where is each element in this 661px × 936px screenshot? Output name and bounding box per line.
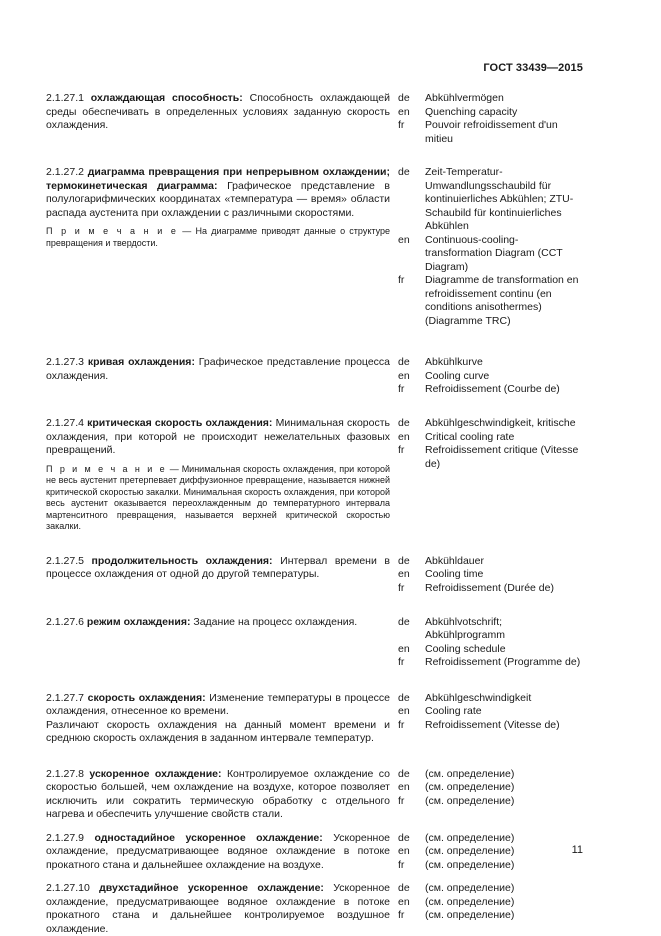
translation-row: [398, 582, 583, 596]
translation-row: [398, 643, 583, 657]
definition-paragraph: [46, 555, 390, 582]
definition-paragraph: [46, 616, 390, 630]
term-number: 2.1.27.2: [46, 166, 84, 178]
translated-term: Refroidissement (Programme de): [425, 656, 581, 668]
definition-paragraph: [46, 882, 390, 936]
translated-term: (см. определение): [425, 781, 515, 793]
translations: [398, 832, 583, 873]
translated-term: Abkühlgeschwindigkeit, kritische: [425, 417, 576, 429]
definition-paragraph: [46, 166, 390, 220]
translation-row: [398, 909, 583, 923]
translation-row: [398, 845, 583, 859]
translated-term: (см. определение): [425, 909, 515, 921]
translation-row: [398, 166, 583, 234]
language-code: en: [398, 642, 410, 655]
term-entry: [46, 417, 583, 533]
term-definition-block: [46, 356, 390, 397]
term-definition-block: [46, 692, 390, 746]
translated-term: Zeit-Temperatur-Umwandlungsschaubild für kontinuierliches Abkühlen; ZTU-Schaubild für kontinuierliches Abkühlen: [425, 166, 574, 232]
term-number: 2.1.27.3: [46, 356, 84, 368]
language-code: en: [398, 845, 410, 857]
definition-paragraph: [46, 92, 390, 133]
term-name: ускоренное охлаждение:: [89, 767, 222, 780]
translation-row: [398, 616, 583, 643]
term-entry: [46, 616, 583, 670]
translation-row: [398, 431, 583, 445]
term-definition: Ускоренное охлаждение, предусматривающее водяное охлаждение в потоке прокатного стана и дальнейшее контролируемое воздушное охлаждение.: [46, 882, 391, 935]
term-note: [46, 226, 390, 249]
language-code: de: [398, 356, 410, 368]
term-definition: Изменение температуры в процессе охлаждения, отнесенное ко времени.: [46, 691, 390, 717]
language-code: fr: [398, 858, 405, 871]
term-entry: [46, 882, 583, 936]
term-definition: Способность охлаждающей среды обеспечивать в определенных условиях заданную скорость охлаждения.: [46, 92, 390, 131]
translations: [398, 356, 583, 397]
term-entry: [46, 692, 583, 746]
term-definition-block: [46, 555, 390, 596]
language-code: de: [398, 882, 410, 894]
term-number: 2.1.27.4: [46, 417, 84, 429]
term-definition-block: [46, 417, 390, 533]
translation-row: [398, 444, 583, 471]
standard-header: ГОСТ 33439—2015: [483, 62, 583, 74]
translations: [398, 417, 583, 471]
term-number: 2.1.27.9: [46, 831, 84, 844]
translated-term: Quenching capacity: [425, 105, 518, 118]
translation-row: [398, 106, 583, 120]
language-code: en: [398, 430, 410, 443]
language-code: en: [398, 233, 410, 246]
language-code: fr: [398, 444, 405, 456]
translated-term: (см. определение): [425, 858, 515, 871]
language-code: de: [398, 831, 410, 844]
note-label: П р и м е ч а н и е: [46, 463, 167, 474]
translated-term: Pouvoir refroidissement d'un mitieu: [425, 119, 558, 145]
translated-term: (см. определение): [425, 794, 515, 807]
translation-row: [398, 274, 583, 328]
translation-row: [398, 719, 583, 733]
language-code: fr: [398, 581, 405, 594]
translations: [398, 692, 583, 733]
translation-row: [398, 370, 583, 384]
language-code: fr: [398, 656, 405, 668]
term-definition-block: [46, 882, 390, 936]
term-definition: Контролируемое охлаждение со скоростью большей, чем охлаждение на воздухе, которое позволяет исключить или сократить термическую обработку с отдельного нагрева и обеспечить улучшение свойств стали.: [46, 767, 391, 820]
translated-term: Diagramme de transformation en refroidissement continu (en conditions anisothermes) (Diagramme TRC): [425, 274, 579, 327]
term-definition: Графическое представление в полулогарифмических координатах «температура — время» области распада аустенита при охлаждении с различными скоростями.: [46, 179, 390, 219]
language-code: fr: [398, 794, 405, 807]
term-number: 2.1.27.1: [46, 92, 84, 104]
translation-row: [398, 92, 583, 106]
term-definition: Интервал времени в процессе охлаждения от одной до другой температуры.: [46, 554, 390, 580]
language-code: en: [398, 105, 410, 118]
language-code: en: [398, 568, 410, 580]
translation-row: [398, 656, 583, 670]
term-definition: Задание на процесс охлаждения.: [193, 615, 358, 628]
translated-term: Abkühlkurve: [425, 356, 483, 368]
term-definition-block: [46, 768, 390, 822]
language-code: fr: [398, 119, 405, 131]
translated-term: Abkühlvotschrift; Abkühlprogramm: [425, 615, 505, 641]
language-code: fr: [398, 909, 405, 921]
translation-row: [398, 568, 583, 582]
translations: [398, 616, 583, 670]
definition-paragraph: [46, 417, 390, 458]
translation-row: [398, 692, 583, 706]
definition-extra: Различают скорость охлаждения на данный момент времени и среднюю скорость охлаждения в заданном интервале температур.: [46, 718, 390, 744]
term-definition-block: [46, 166, 390, 328]
translation-row: [398, 383, 583, 397]
term-name: кривая охлаждения:: [87, 356, 195, 368]
language-code: de: [398, 767, 410, 780]
translations: [398, 92, 583, 146]
language-code: fr: [398, 718, 405, 731]
term-name: критическая скорость охлаждения:: [87, 417, 273, 429]
translation-row: [398, 417, 583, 431]
language-code: de: [398, 554, 410, 567]
language-code: de: [398, 92, 410, 104]
term-name: двухстадийное ускоренное охлаждение:: [99, 882, 324, 894]
term-entry: [46, 832, 583, 873]
translated-term: (см. определение): [425, 845, 515, 857]
term-name: продолжительность охлаждения:: [91, 554, 273, 567]
page-number: 11: [571, 844, 583, 856]
language-code: fr: [398, 274, 405, 286]
term-number: 2.1.27.8: [46, 767, 84, 780]
translation-row: [398, 781, 583, 795]
note-text: — На диаграмме приводят данные о структуре превращения и твердости.: [46, 226, 390, 248]
translated-term: Refroidissement critique (Vitesse de): [425, 444, 579, 470]
term-definition: Минимальная скорость охлаждения, при которой не происходит нежелательных фазовых превращений.: [46, 417, 391, 456]
language-code: de: [398, 691, 410, 704]
definition-paragraph: [46, 832, 390, 873]
note-label: П р и м е ч а н и е: [46, 226, 179, 236]
definition-paragraph: [46, 356, 390, 383]
translation-row: [398, 882, 583, 896]
language-code: en: [398, 369, 410, 382]
translated-term: Abkühlgeschwindigkeit: [425, 691, 532, 704]
term-entry: [46, 356, 583, 397]
term-number: 2.1.27.6: [46, 615, 84, 628]
translated-term: (см. определение): [425, 882, 515, 894]
term-entry: [46, 166, 583, 328]
language-code: en: [398, 705, 410, 717]
term-entry: [46, 92, 583, 146]
term-definition: Ускоренное охлаждение, предусматривающее водяное охлаждение в потоке прокатного стана и дальнейшее охлаждение на воздухе.: [46, 831, 391, 871]
language-code: en: [398, 781, 410, 793]
translations: [398, 882, 583, 923]
language-code: en: [398, 895, 410, 908]
term-number: 2.1.27.5: [46, 554, 84, 567]
translated-term: Abkühlvermögen: [425, 92, 504, 104]
language-code: fr: [398, 383, 405, 395]
term-entry: [46, 768, 583, 822]
term-name: режим охлаждения:: [86, 615, 191, 628]
translation-row: [398, 119, 583, 146]
translated-term: (см. определение): [425, 767, 515, 780]
translated-term: (см. определение): [425, 831, 515, 844]
term-definition-block: [46, 92, 390, 146]
language-code: de: [398, 615, 410, 628]
translated-term: Refroidissement (Durée de): [425, 581, 554, 594]
term-entries: [46, 92, 583, 936]
translated-term: Cooling schedule: [425, 642, 506, 655]
translations: [398, 768, 583, 809]
term-name: охлаждающая способность:: [90, 92, 243, 104]
term-entry: [46, 555, 583, 596]
term-name: скорость охлаждения:: [87, 691, 206, 704]
translation-row: [398, 859, 583, 873]
translations: [398, 166, 583, 328]
term-definition: Графическое представление процесса охлаждения.: [46, 356, 391, 382]
note-text: — Минимальная скорость охлаждения, при которой не весь аустенит претерпевает диффузионное превращение, называется нижней критической скоростью закалки. Минимальная скорость охлаждения, при которой весь аустенит оказывается переохлажденным до температурного интервала мартенситного превращения, называется верхней критической скоростью закалки.: [46, 463, 390, 531]
translations: [398, 555, 583, 596]
translation-row: [398, 705, 583, 719]
term-name: одностадийное ускоренное охлаждение:: [94, 831, 323, 844]
translated-term: Refroidissement (Courbe de): [425, 383, 560, 395]
definition-paragraph: [46, 692, 390, 719]
translation-row: [398, 234, 583, 275]
language-code: de: [398, 417, 410, 429]
translated-term: Cooling curve: [425, 369, 490, 382]
translated-term: (см. определение): [425, 895, 515, 908]
translation-row: [398, 795, 583, 809]
term-definition-block: [46, 616, 390, 670]
translated-term: Continuous-cooling-transformation Diagram (CCT Diagram): [425, 233, 563, 273]
translation-row: [398, 768, 583, 782]
translated-term: Refroidissement (Vitesse de): [425, 718, 560, 731]
translated-term: Cooling time: [425, 568, 484, 580]
definition-paragraph: [46, 768, 390, 822]
term-note: [46, 464, 390, 533]
term-definition-block: [46, 832, 390, 873]
language-code: de: [398, 166, 410, 178]
translation-row: [398, 832, 583, 846]
translation-row: [398, 896, 583, 910]
translation-row: [398, 555, 583, 569]
translated-term: Abkühldauer: [425, 554, 484, 567]
term-number: 2.1.27.10: [46, 882, 90, 894]
translated-term: Cooling rate: [425, 705, 482, 717]
translation-row: [398, 356, 583, 370]
term-name: диаграмма превращения при непрерывном охлаждении; термокинетическая диаграмма:: [46, 166, 390, 192]
term-number: 2.1.27.7: [46, 691, 84, 704]
translated-term: Critical cooling rate: [425, 430, 515, 443]
